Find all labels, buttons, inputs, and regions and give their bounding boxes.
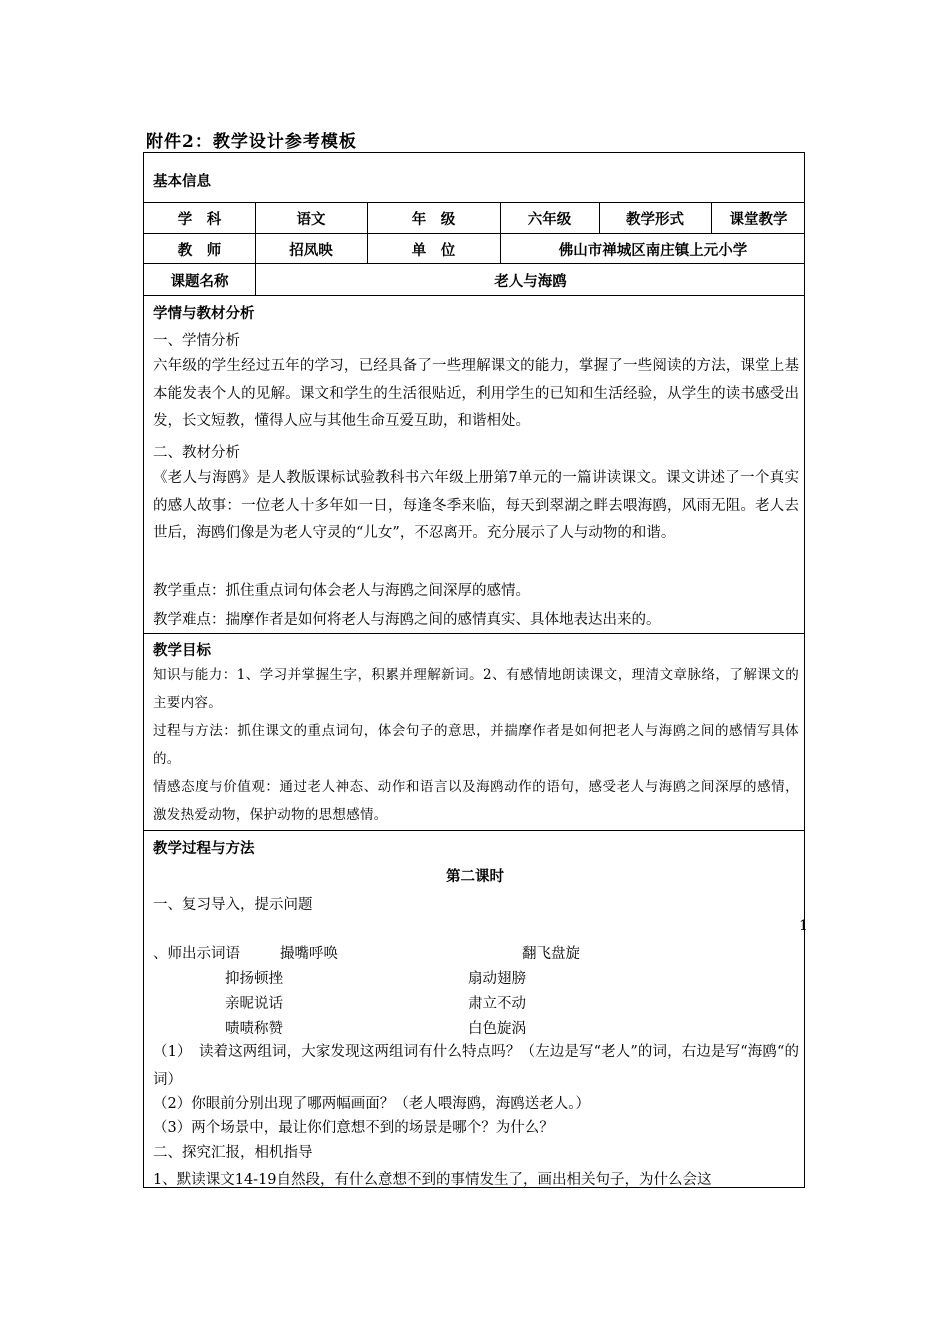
- student-analysis-heading: 一、学情分析: [153, 333, 240, 349]
- row-divider: [144, 295, 804, 296]
- subject-label: 学 科: [177, 211, 222, 228]
- left-word: 啧啧称赞: [225, 1021, 283, 1037]
- goal-emotion: 情感态度与价值观：通过老人神态、动作和语言以及海鸥动作的语句，感受老人与海鸥之间深厚的感情，激发热爱动物，保护动物的思想感情。: [153, 779, 799, 823]
- question-1: （1） 读着这两组词，大家发现这两组词有什么特点吗？（左边是写“老人”的词，右边是写“海鸥“的词）: [153, 1044, 799, 1088]
- teacher-label: 教 师: [177, 242, 222, 259]
- row-divider: [144, 233, 804, 234]
- difficulty: 教学难点：揣摩作者是如何将老人与海鸥之间的感情真实、具体地表达出来的。: [153, 612, 661, 628]
- row-divider: [144, 263, 804, 264]
- process-heading: 教学过程与方法: [153, 840, 255, 857]
- right-word: 翻飞盘旋: [522, 946, 580, 962]
- row-divider: [144, 202, 804, 203]
- material-analysis-text: 《老人与海鸥》是人教版课标试验教科书六年级上册第7单元的一篇讲读课文。课文讲述了一个真实的感人故事：一位老人十多年如一日，每逢冬季来临，每天到翠湖之畔去喂海鸥，风雨无阻。老人去世后，海鸥们像是为老人守灵的“儿女”，不忍离开。充分展示了人与动物的和谐。: [153, 470, 799, 541]
- left-word: 亲昵说话: [225, 996, 283, 1012]
- student-analysis-text: 六年级的学生经过五年的学习，已经具备了一些理解课文的能力，掌握了一些阅读的方法，课堂上基本能发表个人的见解。课文和学生的生活很贴近，利用学生的已知和生活经验，从学生的读书感受出发，长文短教，懂得人应与其他生命互爱互助，和谐相处。: [153, 358, 799, 429]
- goal-process: 过程与方法：抓住课文的重点词句，体会句子的意思，并揣摩作者是如何把老人与海鸥之间的感情写具体的。: [153, 723, 799, 767]
- right-word: 白色旋涡: [468, 1021, 526, 1037]
- analysis-heading: 学情与教材分析: [153, 305, 255, 322]
- unit-value: 佛山市禅城区南庄镇上元小学: [558, 242, 748, 259]
- form-value: 课堂教学: [729, 211, 788, 228]
- topic-value: 老人与海鸥: [494, 273, 567, 290]
- basic-info-heading: 基本信息: [153, 173, 211, 190]
- step-2: 二、探究汇报，相机指导: [153, 1145, 313, 1161]
- grade-label: 年 级: [411, 211, 456, 228]
- row-divider: [144, 633, 804, 634]
- topic-label: 课题名称: [170, 273, 229, 290]
- form-label: 教学形式: [626, 211, 684, 228]
- right-word: 肃立不动: [468, 996, 526, 1012]
- question-3: （3）两个场景中，最让你们意想不到的场景是哪个？为什么？: [153, 1120, 554, 1136]
- lesson-plan-table: [143, 152, 805, 1188]
- right-word: 扇动翅膀: [468, 971, 526, 987]
- question-2: （2）你眼前分别出现了哪两幅画面？（老人喂海鸥，海鸥送老人。）: [153, 1096, 590, 1112]
- document-title: 附件2：教学设计参考模板: [146, 132, 357, 152]
- lesson-title: 第二课时: [446, 868, 504, 885]
- left-word: 撮嘴呼唤: [280, 946, 338, 962]
- goal-knowledge: 知识与能力：1、学习并掌握生字，积累并理解新词。2、有感情地朗读课文，理清文章脉络，了解课文的主要内容。: [153, 667, 799, 711]
- step-1: 一、复习导入，提示问题: [153, 897, 313, 913]
- page-number: 1: [799, 918, 808, 934]
- key-point: 教学重点：抓住重点词句体会老人与海鸥之间深厚的感情。: [153, 583, 530, 599]
- subject-value: 语文: [296, 211, 326, 228]
- row-divider: [144, 830, 804, 831]
- task-1: 1、默读课文14-19自然段，有什么意想不到的事情发生了，画出相关句子，为什么会这: [153, 1172, 712, 1188]
- teacher-value: 招凤映: [289, 242, 333, 259]
- material-analysis-heading: 二、教材分析: [153, 445, 240, 461]
- unit-label: 单 位: [411, 242, 456, 259]
- grade-value: 六年级: [527, 211, 572, 228]
- goals-heading: 教学目标: [153, 642, 211, 659]
- left-word: 抑扬顿挫: [225, 971, 283, 987]
- words-intro: 、师出示词语: [153, 946, 240, 962]
